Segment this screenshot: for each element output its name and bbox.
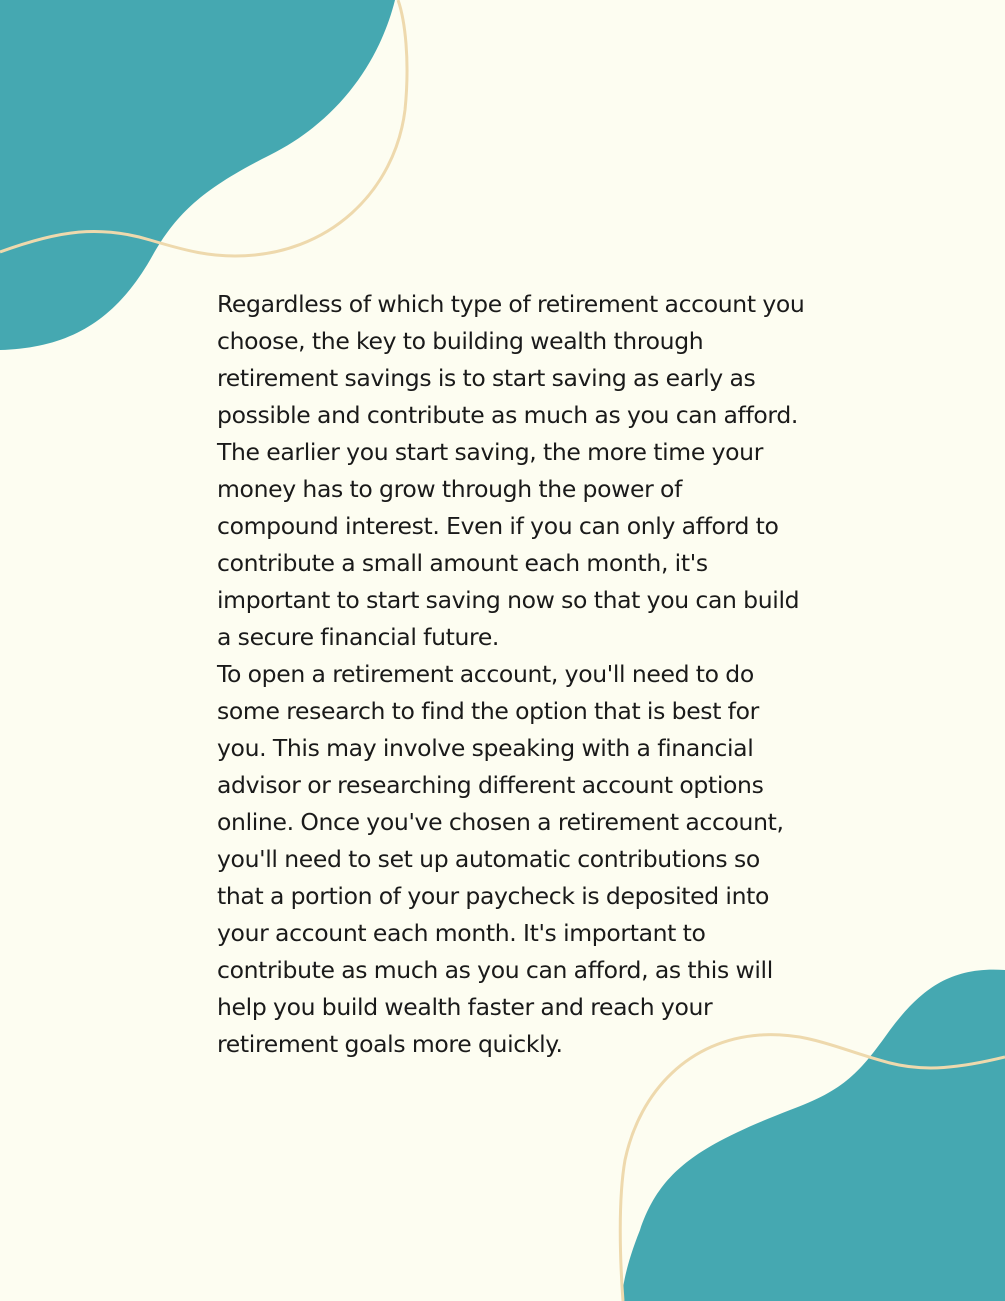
- paragraph-2: To open a retirement account, you'll need to do some research to find the option that is best for you. This may involve speaking with a financial advisor or researching different account options online. Once you've chosen a retirement account, you'll need to set up automatic contributions so that a portion of your paycheck is deposited into your account each month. It's important to contribute as much as you can afford, as this will help you build wealth faster and reach your retirement goals more quickly.: [217, 660, 784, 1058]
- paragraph-1: Regardless of which type of retirement account you choose, the key to building wealth through retirement savings is to start saving as early as possible and contribute as much as you can afford. The earlier you start saving, the more time your money has to grow through the power of compound interest. Even if you can only afford to contribute a small amount each month, it's important to start saving now so that you can build a secure financial future.: [217, 290, 805, 651]
- body-text: [217, 286, 807, 1063]
